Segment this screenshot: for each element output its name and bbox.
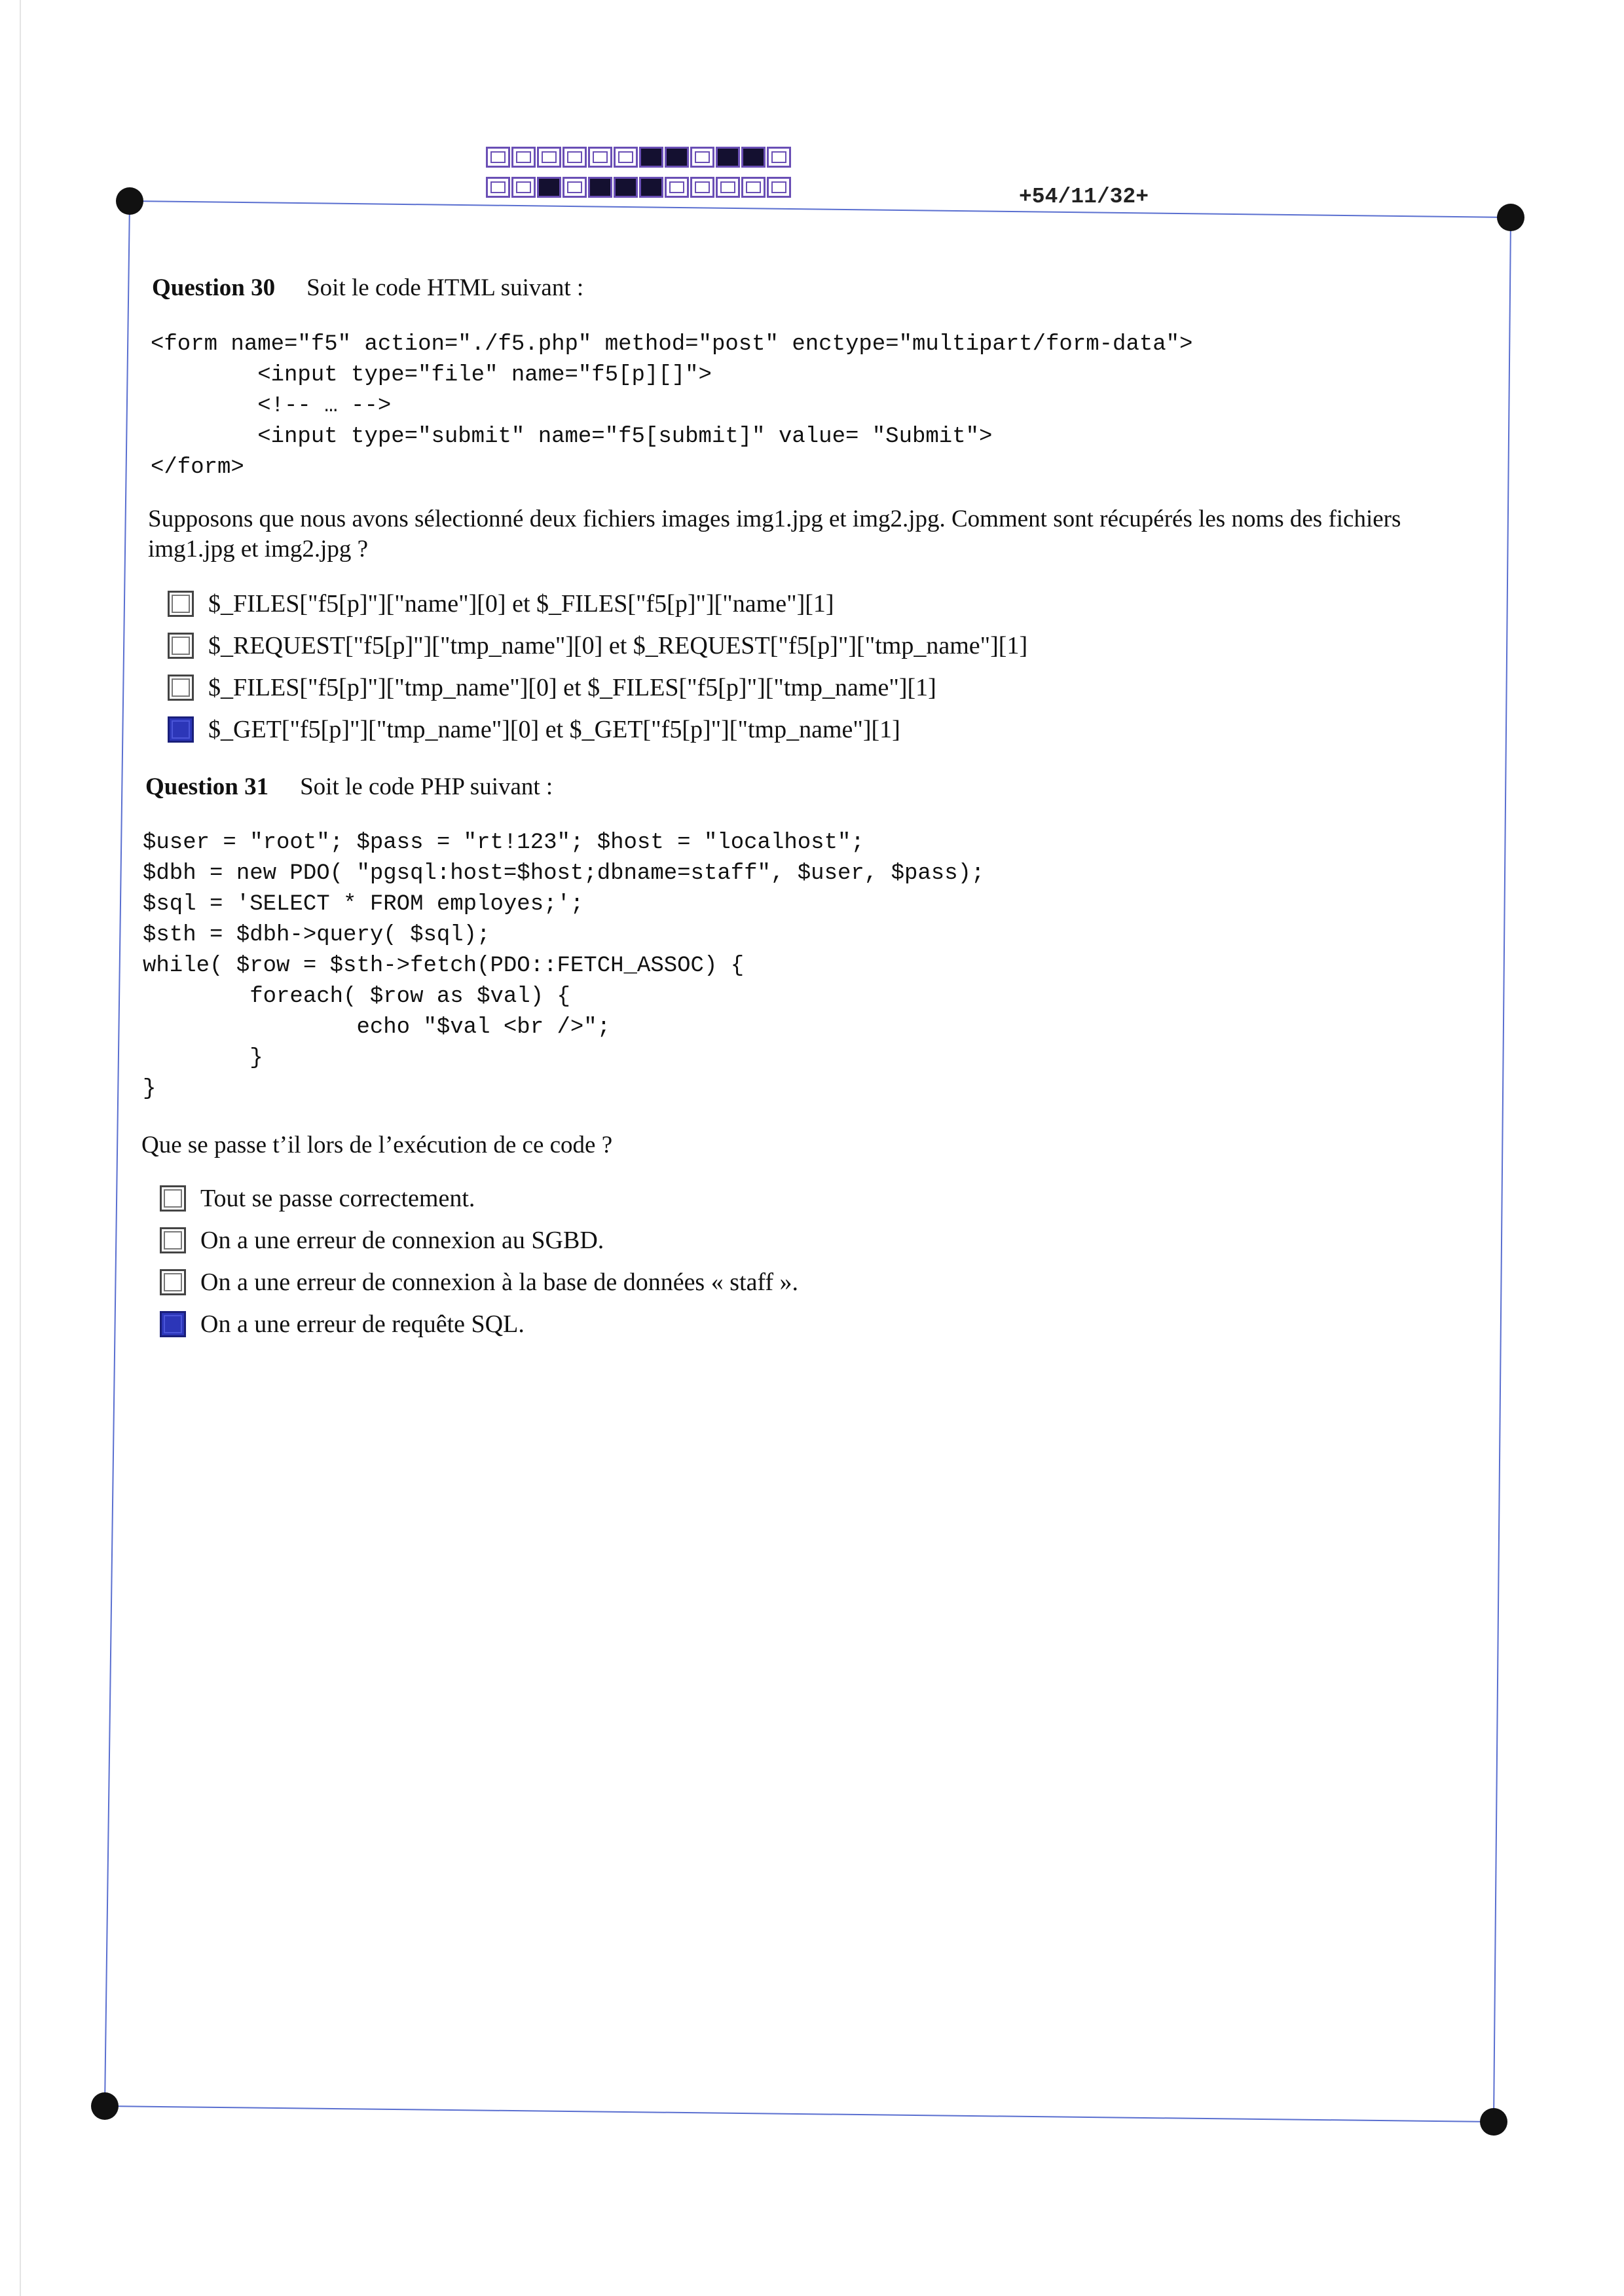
barcode-cell [716, 147, 740, 168]
question-31-header [145, 773, 553, 801]
q30-option-1-checkbox[interactable] [168, 591, 194, 617]
question-31-options [160, 1177, 798, 1345]
corner-mark-bottom-right [1480, 2108, 1507, 2136]
barcode-cell [665, 177, 689, 198]
q31-option-4-label: On a une erreur de requête SQL. [200, 1310, 525, 1338]
barcode-cell [511, 147, 536, 168]
barcode-cell [665, 147, 689, 168]
barcode-cell [588, 177, 612, 198]
corner-mark-bottom-left [91, 2092, 119, 2120]
corner-mark-top-left [116, 187, 143, 215]
corner-mark-top-right [1497, 204, 1524, 231]
barcode-cell [511, 177, 536, 198]
barcode-cell [588, 147, 612, 168]
frame-left-line [105, 201, 130, 2106]
q30-option-1-label: $_FILES["f5[p]"]["name"][0] et $_FILES["f5[p]"]["name"][1] [208, 590, 834, 618]
question-31-code: $user = "root"; $pass = "rt!123"; $host = "localhost"; $dbh = new PDO( "pgsql:host=$host;dbname=staff", $user, $pass); $sql = 'SELECT * FROM employes;'; $sth = $dbh->query( $sql); while( $row = $sth->fetch(PDO::FETCH_ASSOC) { foreach( $row as $val) { echo "$val <br />"; } } [143, 830, 985, 1102]
barcode-cell [716, 177, 740, 198]
barcode-row-bottom [486, 177, 792, 198]
q30-option-4-checkbox[interactable] [168, 716, 194, 743]
q30-option-3-label: $_FILES["f5[p]"]["tmp_name"][0] et $_FILES["f5[p]"]["tmp_name"][1] [208, 674, 936, 701]
q31-option-1[interactable] [160, 1177, 798, 1219]
question-30-options [168, 583, 1027, 750]
barcode-cell [639, 177, 663, 198]
q31-option-3-label: On a une erreur de connexion à la base de données « staff ». [200, 1268, 799, 1296]
question-30-prompt: Soit le code HTML suivant : [306, 274, 584, 301]
q30-option-4[interactable] [168, 709, 1027, 750]
question-30-text: Supposons que nous avons sélectionné deux fichiers images img1.jpg et img2.jpg. Comment sont récupérés les noms des fichiers img1.jpg et img2.jpg ? [148, 506, 1401, 563]
barcode-cell [486, 177, 510, 198]
barcode-cell [537, 177, 561, 198]
barcode-cell [563, 147, 587, 168]
barcode-cell [690, 147, 714, 168]
question-31-label: Question 31 [145, 773, 269, 800]
q31-option-2[interactable] [160, 1219, 798, 1261]
q30-option-3-checkbox[interactable] [168, 675, 194, 701]
question-31-prompt: Soit le code PHP suivant : [300, 773, 553, 800]
barcode-cell [767, 147, 791, 168]
barcode-cell [614, 147, 638, 168]
page-code: +54/11/32+ [1019, 185, 1149, 209]
barcode-row-top [486, 147, 792, 168]
barcode-cell [767, 177, 791, 198]
q30-option-4-label: $_GET["f5[p]"]["tmp_name"][0] et $_GET["f5[p]"]["tmp_name"][1] [208, 716, 900, 743]
barcode-cell [690, 177, 714, 198]
q31-option-2-label: On a une erreur de connexion au SGBD. [200, 1227, 604, 1254]
q31-option-4-checkbox[interactable] [160, 1311, 186, 1337]
barcode-cell [486, 147, 510, 168]
barcode-cell [741, 147, 766, 168]
q31-option-3[interactable] [160, 1261, 798, 1303]
q31-option-3-checkbox[interactable] [160, 1269, 186, 1295]
barcode-cell [639, 147, 663, 168]
q31-option-1-checkbox[interactable] [160, 1185, 186, 1212]
barcode-cell [614, 177, 638, 198]
barcode-cell [741, 177, 766, 198]
frame-top-line [130, 201, 1511, 217]
q30-option-3[interactable] [168, 667, 1027, 709]
frame-bottom-line [105, 2106, 1494, 2122]
question-30-code: <form name="f5" action="./f5.php" method="post" enctype="multipart/form-data"> <input type="file" name="f5[p][]"> <!-- … --> <input type="submit" name="f5[submit]" value= "Submit"> </form> [151, 332, 1193, 480]
q31-option-1-label: Tout se passe correctement. [200, 1185, 475, 1212]
frame-right-line [1494, 217, 1511, 2122]
q30-option-2-checkbox[interactable] [168, 633, 194, 659]
q30-option-2[interactable] [168, 625, 1027, 667]
q31-option-2-checkbox[interactable] [160, 1227, 186, 1253]
question-31-text: Que se passe t’il lors de l’exécution de ce code ? [141, 1132, 613, 1158]
barcode-cell [537, 147, 561, 168]
barcode-cell [563, 177, 587, 198]
q30-option-2-label: $_REQUEST["f5[p]"]["tmp_name"][0] et $_REQUEST["f5[p]"]["tmp_name"][1] [208, 632, 1028, 659]
q31-option-4[interactable] [160, 1303, 798, 1345]
q30-option-1[interactable] [168, 583, 1027, 625]
question-30-header [152, 274, 583, 302]
question-30-label: Question 30 [152, 274, 276, 301]
